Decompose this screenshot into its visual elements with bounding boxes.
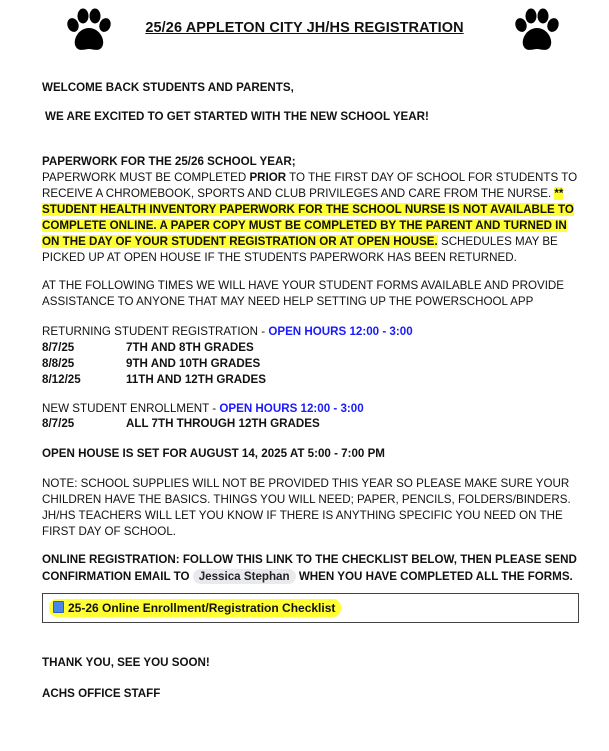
checklist-link-label: 25-26 Online Enrollment/Registration Checklist — [68, 601, 336, 615]
schedule-date: 8/12/25 — [42, 373, 81, 386]
returning-label: RETURNING STUDENT REGISTRATION - — [42, 325, 269, 338]
schedule-row — [42, 356, 260, 372]
schedule-grades: ALL 7TH THROUGH 12TH GRADES — [126, 417, 320, 430]
schedule-grades: 11TH AND 12TH GRADES — [126, 373, 267, 386]
new-enrollment-hours: OPEN HOURS 12:00 - 3:00 — [219, 402, 364, 415]
paperwork-section — [42, 154, 582, 266]
paperwork-text: TO THE FIRST DAY OF SCHOOL FOR STUDENTS TO — [286, 171, 578, 184]
note-line: JH/HS TEACHERS WILL LET YOU KNOW IF THERE IS ANYTHING SPECIFIC YOU NEED ON THE — [42, 509, 563, 522]
highlight-text: COMPLETE ONLINE. A PAPER COPY MUST BE COMPLETED BY THE PARENT AND TURNED IN — [42, 219, 567, 232]
schedule-date: 8/7/25 — [42, 417, 75, 430]
schedule-grades: 9TH AND 10TH GRADES — [126, 357, 261, 370]
highlight-line — [42, 234, 582, 250]
online-text: WHEN YOU HAVE COMPLETED ALL THE FORMS. — [295, 570, 573, 583]
highlight-text: ON THE DAY OF YOUR STUDENT REGISTRATION OR AT OPEN HOUSE. — [42, 235, 438, 248]
signature-text: ACHS OFFICE STAFF — [42, 687, 161, 700]
document-icon — [53, 601, 64, 613]
online-text: CONFIRMATION EMAIL TO — [42, 570, 193, 583]
new-enrollment-label — [42, 401, 582, 417]
highlight-line — [42, 202, 582, 218]
page-title: 25/26 APPLETON CITY JH/HS REGISTRATION — [145, 20, 464, 36]
paperwork-text: PAPERWORK MUST BE COMPLETED — [42, 171, 250, 184]
new-enrollment-text: NEW STUDENT ENROLLMENT - — [42, 402, 220, 415]
person-chip[interactable]: Jessica Stephan — [193, 569, 296, 584]
schedule-date: 8/7/25 — [42, 341, 75, 354]
checklist-link[interactable] — [49, 599, 341, 617]
paperwork-text: RECEIVE A CHROMEBOOK, SPORTS AND CLUB PRIVILEGES AND CARE FROM THE NURSE. — [42, 187, 555, 200]
note-line: FIRST DAY OF SCHOOL. — [42, 525, 176, 538]
schedule-grades: 7TH AND 8TH GRADES — [126, 341, 254, 354]
note-section — [42, 476, 582, 540]
open-house-text: OPEN HOUSE IS SET FOR AUGUST 14, 2025 AT 5:00 - 7:00 PM — [42, 447, 385, 460]
schedule-date: 8/8/25 — [42, 357, 75, 370]
note-line: NOTE: SCHOOL SUPPLIES WILL NOT BE PROVIDED THIS YEAR SO PLEASE MAKE SURE YOUR — [42, 477, 570, 490]
returning-hours: OPEN HOURS 12:00 - 3:00 — [268, 325, 413, 338]
highlight-text: STUDENT HEALTH INVENTORY PAPERWORK FOR THE SCHOOL NURSE IS NOT AVAILABLE TO — [42, 203, 574, 216]
checklist-link-box — [42, 593, 579, 623]
highlight-stars: ** — [554, 187, 564, 200]
thanks-text: THANK YOU, SEE YOU SOON! — [42, 656, 210, 669]
paperwork-text: SCHEDULES MAY BE — [437, 235, 558, 248]
schedule-row — [42, 372, 266, 388]
online-line: ONLINE REGISTRATION: FOLLOW THIS LINK TO THE CHECKLIST BELOW, THEN PLEASE SEND — [42, 553, 577, 566]
times-line: AT THE FOLLOWING TIMES WE WILL HAVE YOUR STUDENT FORMS AVAILABLE AND PROVIDE — [42, 279, 565, 292]
schedule-row — [42, 416, 320, 432]
times-line: ASSISTANCE TO ANYONE THAT MAY NEED HELP SETTING UP THE POWERSCHOOL APP — [42, 295, 534, 308]
returning-registration-label — [42, 324, 582, 340]
online-line — [42, 569, 582, 585]
online-registration-section — [42, 552, 582, 585]
highlight-line — [42, 218, 582, 234]
excited-text: WE ARE EXCITED TO GET STARTED WITH THE NEW SCHOOL YEAR! — [45, 110, 429, 123]
schedule-row — [42, 340, 254, 356]
paperwork-line — [42, 186, 582, 202]
paperwork-line — [42, 170, 582, 186]
note-line: CHILDREN HAVE THE BASICS. THINGS YOU WILL NEED; PAPER, PENCILS, FOLDERS/BINDERS. — [42, 493, 571, 506]
prior-emphasis: PRIOR — [249, 171, 287, 184]
times-section — [42, 278, 582, 310]
welcome-text: WELCOME BACK STUDENTS AND PARENTS, — [42, 81, 294, 94]
paperwork-heading: PAPERWORK FOR THE 25/26 SCHOOL YEAR; — [42, 155, 296, 168]
paperwork-line: PICKED UP AT OPEN HOUSE IF THE STUDENTS PAPERWORK HAS BEEN RETURNED. — [42, 251, 517, 264]
